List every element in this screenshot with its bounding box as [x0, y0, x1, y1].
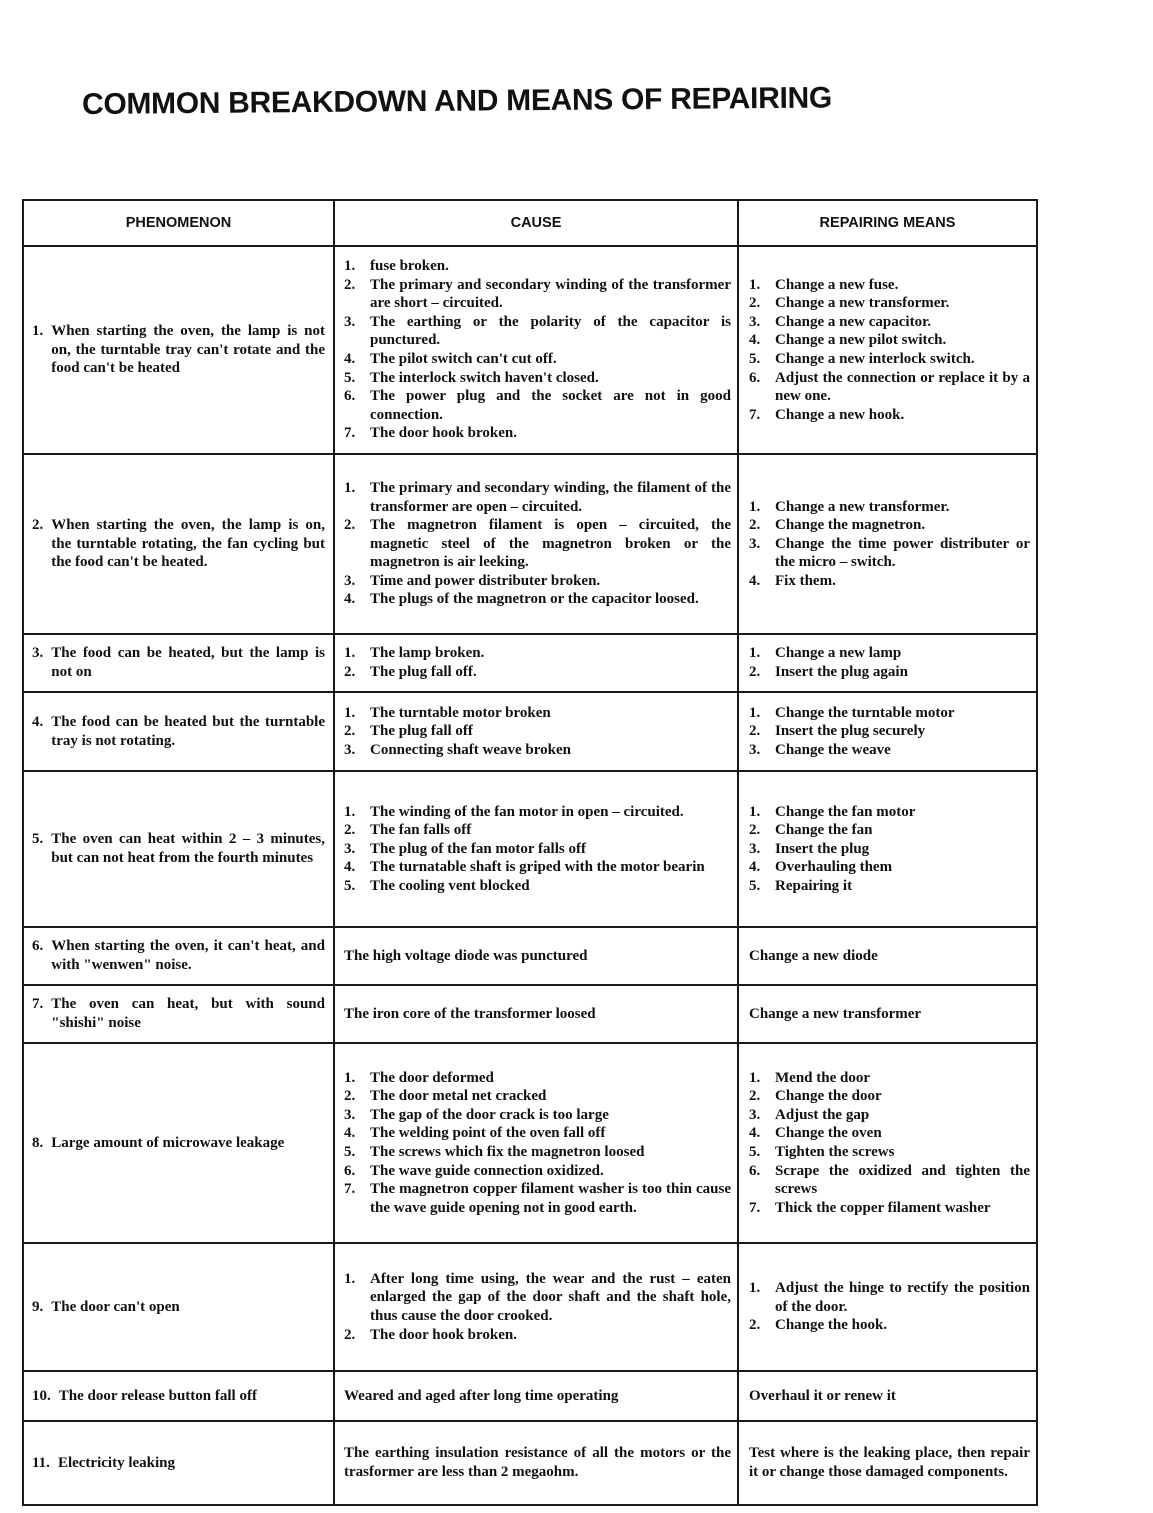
repair-table-container: [22, 199, 1036, 1506]
header-repairing-means: REPAIRING MEANS: [738, 200, 1037, 246]
item-text: Change the turntable motor: [775, 704, 955, 721]
row-number: 2.: [32, 517, 44, 534]
list-item: [749, 313, 1030, 332]
cause-list: [344, 803, 731, 896]
item-text: The winding of the fan motor in open – circuited.: [370, 803, 684, 820]
item-number: 2.: [749, 723, 761, 740]
item-number: 4.: [344, 859, 356, 876]
list-item: [344, 663, 731, 682]
item-text: The door hook broken.: [370, 425, 517, 442]
item-number: 1.: [344, 1270, 356, 1287]
table-row: [23, 454, 1037, 634]
item-text: The magnetron copper filament washer is too thin cause the wave guide opening not in good earth.: [370, 1181, 731, 1216]
item-text: Tighten the screws: [775, 1144, 895, 1160]
list-item: [344, 516, 731, 572]
table-row: [23, 771, 1037, 927]
phenomenon-text: The oven can heat, but with sound "shishi" noise: [51, 996, 325, 1031]
item-number: 7.: [749, 1199, 761, 1216]
means-list: [749, 644, 1030, 681]
phenomenon-cell: [23, 634, 334, 692]
item-number: 4.: [749, 1125, 761, 1142]
list-item: [344, 1106, 731, 1125]
list-item: [749, 858, 1030, 877]
table-row: [23, 1421, 1037, 1505]
item-number: 5.: [344, 1144, 356, 1160]
table-row: [23, 1243, 1037, 1371]
cause-text: The iron core of the transformer loosed: [344, 1005, 596, 1022]
repairing-means-cell: [738, 634, 1037, 692]
item-text: Change the oven: [775, 1125, 882, 1142]
repairing-means-cell: [738, 1421, 1037, 1505]
phenomenon-cell: [23, 246, 334, 454]
list-item: [749, 406, 1030, 425]
item-text: Insert the plug securely: [775, 723, 926, 740]
cause-cell: [334, 985, 738, 1043]
row-number: 5.: [32, 831, 44, 848]
list-item: [344, 858, 731, 877]
means-list: [749, 704, 1030, 760]
item-text: Insert the plug again: [775, 664, 908, 680]
list-item: [344, 369, 731, 388]
item-number: 2.: [749, 664, 761, 680]
list-item: [344, 803, 731, 822]
item-number: 1.: [749, 803, 761, 820]
phenomenon-cell: [23, 1421, 334, 1505]
item-text: Change a new pilot switch.: [775, 332, 947, 349]
list-item: [344, 572, 731, 591]
item-text: The plug of the fan motor falls off: [370, 840, 586, 857]
item-number: 2.: [344, 1088, 356, 1105]
item-text: The door hook broken.: [370, 1326, 517, 1343]
repairing-means-cell: [738, 692, 1037, 771]
means-text: Overhaul it or renew it: [749, 1387, 896, 1404]
item-number: 4.: [344, 591, 356, 608]
list-item: [344, 1180, 731, 1217]
phenomenon-text: The food can be heated, but the lamp is not on: [51, 645, 325, 680]
repairing-means-cell: [738, 1243, 1037, 1371]
item-number: 4.: [749, 859, 761, 876]
item-number: 2.: [749, 517, 761, 534]
repairing-means-cell: [738, 1043, 1037, 1243]
list-item: [749, 1124, 1030, 1143]
list-item: [344, 1087, 731, 1106]
item-number: 4.: [344, 1125, 356, 1142]
item-text: The lamp broken.: [370, 645, 485, 662]
phenomenon-cell: [23, 771, 334, 927]
cause-list: [344, 1069, 731, 1218]
item-number: 6.: [344, 1162, 356, 1179]
item-number: 4.: [749, 332, 761, 349]
phenomenon-cell: [23, 1043, 334, 1243]
list-item: [749, 350, 1030, 369]
item-number: 5.: [749, 351, 761, 367]
table-row: [23, 927, 1037, 985]
means-list: [749, 276, 1030, 425]
cause-cell: [334, 634, 738, 692]
item-number: 2.: [749, 822, 761, 839]
item-text: The earthing or the polarity of the capacitor is punctured.: [370, 313, 731, 349]
header-phenomenon: PHENOMENON: [23, 200, 334, 246]
row-number: 11.: [32, 1454, 50, 1471]
list-item: [344, 704, 731, 723]
list-item: [344, 1270, 731, 1326]
list-item: [749, 803, 1030, 822]
item-number: 1.: [344, 803, 356, 820]
phenomenon-text: Large amount of microwave leakage: [51, 1134, 285, 1151]
repairing-means-cell: [738, 1371, 1037, 1421]
table-row: [23, 634, 1037, 692]
page-title: COMMON BREAKDOWN AND MEANS OF REPAIRING: [81, 81, 833, 121]
item-text: The plugs of the magnetron or the capacitor loosed.: [370, 591, 699, 608]
row-number: 6.: [32, 938, 44, 955]
item-number: 5.: [344, 877, 356, 894]
list-item: [749, 1162, 1030, 1199]
item-number: 2.: [344, 822, 356, 839]
item-number: 5.: [344, 369, 356, 386]
cause-cell: [334, 1371, 738, 1421]
row-number: 7.: [32, 996, 44, 1013]
list-item: [344, 877, 731, 896]
item-text: The primary and secondary winding, the filament of the transformer are open – circuited.: [370, 479, 731, 515]
header-row: [23, 200, 1037, 246]
item-text: Scrape the oxidized and tighten the screws: [775, 1162, 1030, 1198]
list-item: [344, 644, 731, 663]
item-number: 4.: [344, 351, 356, 367]
phenomenon-text: When starting the oven, it can't heat, and with "wenwen" noise.: [51, 938, 325, 973]
list-item: [344, 257, 731, 276]
item-text: The door metal net cracked: [370, 1088, 547, 1105]
item-text: The screws which fix the magnetron loosed: [370, 1144, 645, 1160]
phenomenon-text: Electricity leaking: [57, 1454, 175, 1471]
item-text: Overhauling them: [775, 859, 893, 876]
item-number: 3.: [344, 1106, 356, 1123]
item-number: 3.: [344, 572, 356, 589]
item-number: 3.: [344, 313, 356, 330]
list-item: [749, 644, 1030, 663]
list-item: [749, 1143, 1030, 1162]
list-item: [344, 276, 731, 313]
item-text: Change a new fuse.: [775, 276, 899, 293]
item-text: Change the fan motor: [775, 803, 916, 820]
item-text: Change a new hook.: [775, 406, 905, 423]
item-number: 2.: [344, 664, 356, 680]
list-item: [344, 840, 731, 859]
cause-cell: [334, 1243, 738, 1371]
item-number: 7.: [344, 1181, 356, 1198]
item-number: 7.: [749, 406, 761, 423]
item-text: Change a new transformer.: [775, 295, 950, 312]
list-item: [749, 369, 1030, 406]
table-row: [23, 985, 1037, 1043]
list-item: [344, 424, 731, 443]
repairing-means-cell: [738, 771, 1037, 927]
row-number: 4.: [32, 713, 44, 730]
list-item: [749, 741, 1030, 760]
item-text: Time and power distributer broken.: [370, 572, 601, 589]
repairing-means-cell: [738, 985, 1037, 1043]
item-text: Insert the plug: [775, 840, 870, 857]
phenomenon-cell: [23, 692, 334, 771]
item-number: 1.: [749, 1069, 761, 1086]
list-item: [344, 387, 731, 424]
item-number: 1.: [344, 479, 356, 496]
repairing-means-cell: [738, 454, 1037, 634]
cause-text: Weared and aged after long time operating: [344, 1387, 619, 1404]
item-text: Change the door: [775, 1088, 882, 1105]
item-number: 3.: [749, 741, 761, 758]
cause-list: [344, 1270, 731, 1344]
phenomenon-text: When starting the oven, the lamp is on, the turntable rotating, the fan cycling but the food can't be heated.: [51, 517, 325, 571]
phenomenon-cell: [23, 985, 334, 1043]
list-item: [749, 535, 1030, 572]
item-number: 3.: [749, 1106, 761, 1123]
phenomenon-text: The oven can heat within 2 – 3 minutes, but can not heat from the fourth minutes: [51, 831, 325, 866]
item-number: 2.: [344, 517, 356, 534]
cause-cell: [334, 771, 738, 927]
repair-table: [22, 199, 1038, 1506]
item-text: The power plug and the socket are not in good connection.: [370, 388, 731, 423]
repairing-means-cell: [738, 927, 1037, 985]
list-item: [749, 1199, 1030, 1218]
item-number: 6.: [749, 1162, 761, 1179]
list-item: [749, 1106, 1030, 1125]
item-text: Change the hook.: [775, 1317, 888, 1334]
item-number: 4.: [749, 572, 761, 589]
item-number: 3.: [344, 741, 356, 758]
row-number: 8.: [32, 1134, 44, 1151]
list-item: [749, 572, 1030, 591]
item-text: The door deformed: [370, 1069, 494, 1086]
item-number: 2.: [344, 276, 356, 293]
list-item: [344, 821, 731, 840]
phenomenon-cell: [23, 1371, 334, 1421]
item-text: The plug fall off: [370, 723, 473, 740]
cause-cell: [334, 692, 738, 771]
table-row: [23, 692, 1037, 771]
item-number: 1.: [749, 645, 761, 662]
item-number: 1.: [344, 645, 356, 662]
item-text: The welding point of the oven fall off: [370, 1125, 606, 1142]
phenomenon-text: The door can't open: [51, 1298, 180, 1315]
item-number: 2.: [344, 723, 356, 740]
table-row: [23, 246, 1037, 454]
item-text: Connecting shaft weave broken: [370, 741, 571, 758]
list-item: [344, 479, 731, 516]
item-text: Mend the door: [775, 1069, 870, 1086]
item-number: 3.: [749, 535, 761, 552]
cause-cell: [334, 1043, 738, 1243]
item-number: 1.: [749, 1280, 761, 1297]
phenomenon-cell: [23, 454, 334, 634]
phenomenon-text: The food can be heated but the turntable tray is not rotating.: [51, 713, 325, 749]
item-text: Change a new lamp: [775, 645, 902, 662]
item-number: 6.: [344, 388, 356, 405]
table-row: [23, 1043, 1037, 1243]
list-item: [749, 722, 1030, 741]
phenomenon-text: When starting the oven, the lamp is not on, the turntable tray can't rotate and the food can't be heated: [51, 323, 325, 377]
means-text: Change a new diode: [749, 947, 878, 964]
list-item: [344, 741, 731, 760]
row-number: 10.: [32, 1387, 51, 1404]
item-text: Thick the copper filament washer: [775, 1199, 991, 1216]
item-number: 1.: [344, 1069, 356, 1086]
item-text: Change the weave: [775, 741, 891, 758]
list-item: [749, 663, 1030, 682]
list-item: [749, 294, 1030, 313]
item-number: 3.: [344, 840, 356, 857]
list-item: [344, 590, 731, 609]
header-cause: CAUSE: [334, 200, 738, 246]
item-text: Fix them.: [775, 572, 836, 589]
list-item: [749, 516, 1030, 535]
list-item: [344, 1124, 731, 1143]
phenomenon-cell: [23, 1243, 334, 1371]
list-item: [749, 498, 1030, 517]
item-number: 2.: [749, 1317, 761, 1334]
item-text: Repairing it: [775, 877, 853, 894]
item-text: Change a new transformer.: [775, 498, 950, 515]
cause-cell: [334, 246, 738, 454]
item-number: 5.: [749, 877, 761, 894]
item-text: The interlock switch haven't closed.: [370, 369, 599, 386]
repairing-means-cell: [738, 246, 1037, 454]
item-number: 5.: [749, 1144, 761, 1160]
item-text: The gap of the door crack is too large: [370, 1106, 609, 1123]
cause-text: The earthing insulation resistance of all the motors or the trasformer are less than 2 megaohm.: [344, 1445, 731, 1480]
cause-cell: [334, 1421, 738, 1505]
cause-cell: [334, 454, 738, 634]
list-item: [344, 350, 731, 369]
list-item: [344, 722, 731, 741]
means-list: [749, 498, 1030, 591]
item-number: 2.: [344, 1326, 356, 1343]
item-text: After long time using, the wear and the rust – eaten enlarged the gap of the door shaft and the shaft hole, thus cause the door crooked.: [370, 1270, 731, 1324]
item-number: 1.: [749, 276, 761, 293]
item-number: 1.: [344, 258, 356, 275]
item-text: Change a new capacitor.: [775, 313, 932, 330]
list-item: [749, 840, 1030, 859]
cause-cell: [334, 927, 738, 985]
list-item: [749, 1069, 1030, 1088]
cause-list: [344, 257, 731, 443]
item-number: 1.: [749, 704, 761, 721]
means-list: [749, 803, 1030, 896]
item-text: The pilot switch can't cut off.: [370, 351, 557, 367]
list-item: [344, 1326, 731, 1345]
list-item: [344, 1162, 731, 1181]
list-item: [749, 877, 1030, 896]
means-list: [749, 1069, 1030, 1218]
list-item: [749, 331, 1030, 350]
list-item: [749, 821, 1030, 840]
list-item: [344, 313, 731, 350]
list-item: [749, 704, 1030, 723]
row-number: 9.: [32, 1298, 44, 1315]
item-number: 6.: [749, 369, 761, 386]
item-number: 3.: [749, 313, 761, 330]
item-text: The wave guide connection oxidized.: [370, 1162, 604, 1179]
means-text: Test where is the leaking place, then repair it or change those damaged components.: [749, 1445, 1030, 1480]
means-text: Change a new transformer: [749, 1005, 922, 1022]
item-number: 2.: [749, 295, 761, 312]
item-number: 1.: [344, 704, 356, 721]
cause-list: [344, 704, 731, 760]
table-row: [23, 1371, 1037, 1421]
item-number: 7.: [344, 425, 356, 442]
item-text: The primary and secondary winding of the transformer are short – circuited.: [370, 276, 731, 312]
item-text: Change the magnetron.: [775, 517, 926, 534]
list-item: [749, 1087, 1030, 1106]
item-text: Change the fan: [775, 822, 873, 839]
list-item: [749, 1316, 1030, 1335]
cause-list: [344, 479, 731, 609]
phenomenon-cell: [23, 927, 334, 985]
item-number: 1.: [749, 498, 761, 515]
item-text: fuse broken.: [370, 258, 449, 275]
phenomenon-text: The door release button fall off: [58, 1387, 257, 1404]
item-text: The turnatable shaft is griped with the motor bearin: [370, 859, 705, 876]
list-item: [344, 1069, 731, 1088]
item-text: The magnetron filament is open – circuited, the magnetic steel of the magnetron broken or the magnetron is air leeking.: [370, 517, 731, 571]
item-number: 2.: [749, 1088, 761, 1105]
item-text: Adjust the hinge to rectify the position of the door.: [775, 1280, 1030, 1315]
item-text: Change a new interlock switch.: [775, 351, 975, 367]
item-number: 3.: [749, 840, 761, 857]
item-text: Adjust the gap: [775, 1106, 870, 1123]
item-text: Adjust the connection or replace it by a new one.: [775, 369, 1030, 405]
list-item: [749, 276, 1030, 295]
row-number: 3.: [32, 645, 44, 662]
means-list: [749, 1279, 1030, 1335]
list-item: [749, 1279, 1030, 1316]
item-text: The fan falls off: [370, 822, 472, 839]
cause-list: [344, 644, 731, 681]
item-text: The cooling vent blocked: [370, 877, 530, 894]
list-item: [344, 1143, 731, 1162]
item-text: The turntable motor broken: [370, 704, 551, 721]
cause-text: The high voltage diode was punctured: [344, 947, 588, 964]
item-text: The plug fall off.: [370, 664, 477, 680]
row-number: 1.: [32, 323, 44, 340]
item-text: Change the time power distributer or the micro – switch.: [775, 535, 1030, 571]
